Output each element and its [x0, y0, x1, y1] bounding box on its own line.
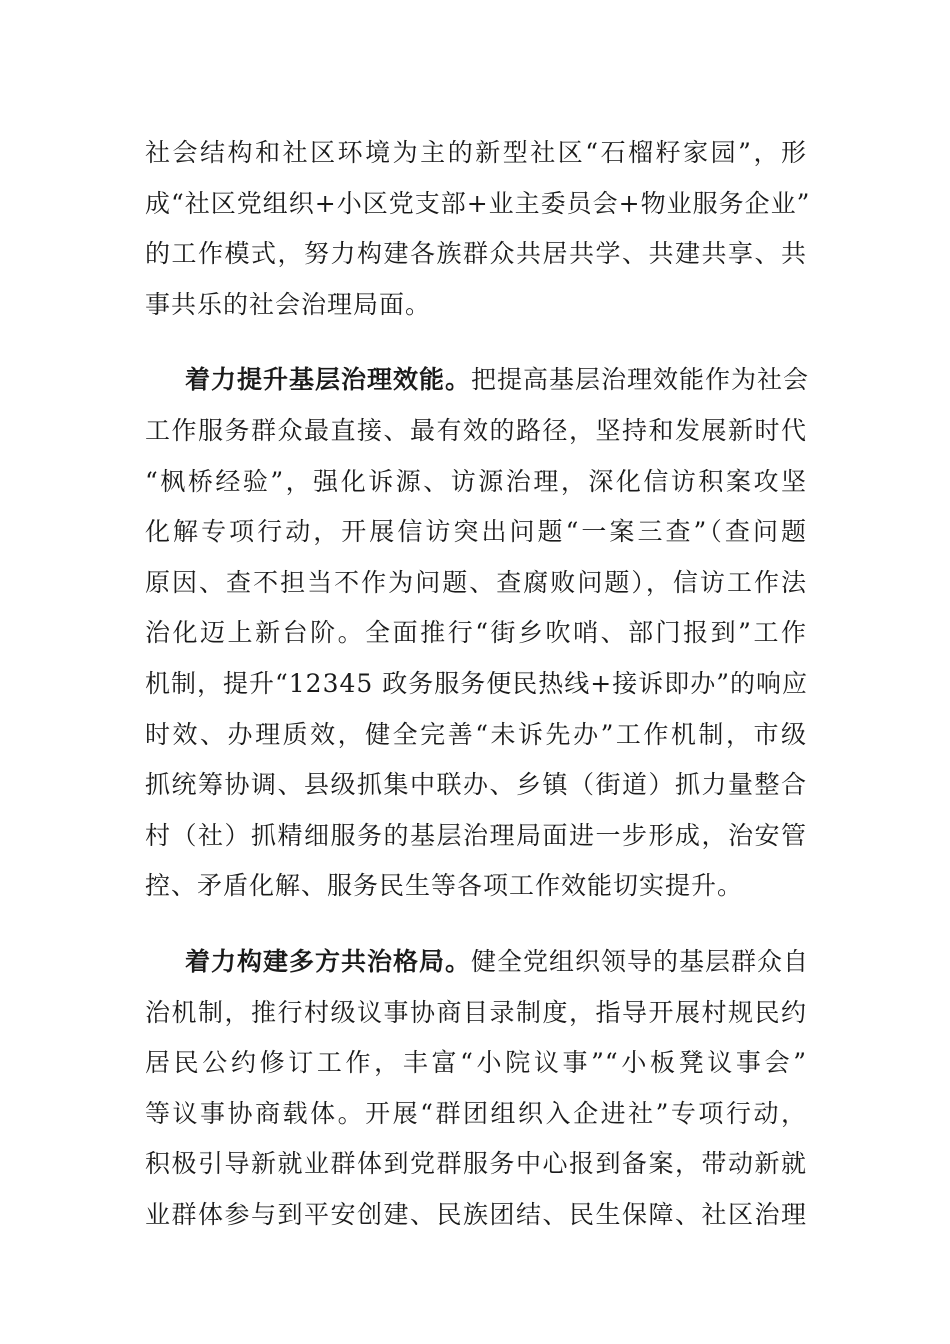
text-line: 时效、办理质效，健全完善“未诉先办”工作机制，市级: [145, 719, 807, 749]
text-line: 积极引导新就业群体到党群服务中心报到备案，带动新就: [145, 1149, 807, 1179]
text-line: 居民公约修订工作，丰富“小院议事”“小板凳议事会”: [145, 1048, 807, 1078]
text-line: [145, 355, 810, 406]
text-line: [145, 937, 810, 988]
text-line: 治化迈上新台阶。全面推行“街乡吹哨、部门报到”工作: [145, 618, 807, 648]
text-line: 抓统筹协调、县级抓集中联办、乡镇（街道）抓力量整合: [145, 770, 807, 800]
paragraph-gap: [145, 912, 807, 937]
text-line: 业群体参与到平安创建、民族团结、民生保障、社区治理: [145, 1199, 807, 1229]
text-line: 的工作模式，努力构建各族群众共居共学、共建共享、共: [145, 239, 807, 269]
text-line: 控、矛盾化解、服务民生等各项工作效能切实提升。: [145, 871, 744, 901]
text-line: 社会结构和社区环境为主的新型社区“石榴籽家园”，形: [145, 138, 807, 167]
document-body: [145, 128, 811, 1240]
text-line: 化解专项行动，开展信访突出问题“一案三查”（查问题: [145, 517, 807, 547]
paragraph: [145, 128, 811, 330]
text-run: 把提高基层治理效能作为社会: [471, 365, 810, 395]
text-line: 事共乐的社会治理局面。: [145, 289, 432, 319]
paragraph-gap: [145, 330, 807, 355]
text-line: 机制，提升“12345 政务服务便民热线+接诉即办”的响应: [145, 668, 808, 698]
text-line: 成“社区党组织+小区党支部+业主委员会+物业服务企业”: [145, 188, 811, 218]
text-line: “枫桥经验”，强化诉源、访源治理，深化信访积案攻坚: [145, 466, 807, 496]
text-line: 等议事协商载体。开展“群团组织入企进社”专项行动，: [145, 1098, 807, 1128]
paragraph-heading: 着力构建多方共治格局。: [185, 946, 472, 976]
text-line: 原因、查不担当不作为问题、查腐败问题），信访工作法: [145, 567, 807, 597]
paragraph: [145, 937, 810, 1241]
text-run: 健全党组织领导的基层群众自: [471, 946, 810, 976]
text-line: 治机制，推行村级议事协商目录制度，指导开展村规民约: [145, 997, 807, 1027]
text-line: 村（社）抓精细服务的基层治理局面进一步形成，治安管: [145, 820, 807, 850]
paragraph: [145, 355, 810, 912]
paragraph-heading: 着力提升基层治理效能。: [185, 365, 472, 395]
text-line: 工作服务群众最直接、最有效的路径，坚持和发展新时代: [145, 415, 807, 445]
